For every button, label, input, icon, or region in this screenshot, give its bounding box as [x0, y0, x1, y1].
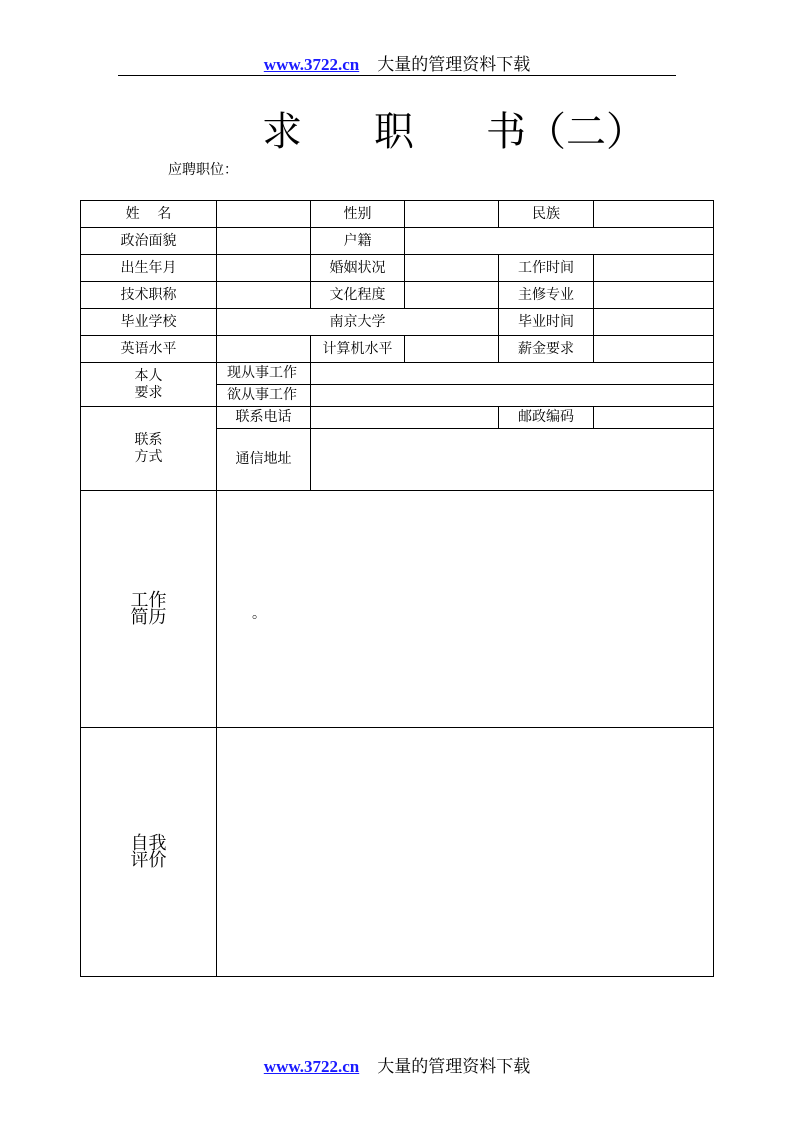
self-eval-line-1: 自我: [130, 833, 167, 854]
address-field[interactable]: [311, 429, 714, 491]
name-field[interactable]: [217, 201, 311, 228]
personal-req-line-1: 本人: [134, 367, 163, 384]
contact-line-1: 联系: [134, 431, 163, 448]
salary-field[interactable]: [594, 336, 714, 363]
school-label: 毕业学校: [81, 309, 217, 336]
gender-field[interactable]: [405, 201, 499, 228]
apply-position-label: 应聘职位：: [168, 162, 238, 178]
postcode-field[interactable]: [594, 407, 714, 429]
education-label: 文化程度: [311, 282, 405, 309]
computer-field[interactable]: [405, 336, 499, 363]
header-tagline: 大量的管理资料下载: [377, 55, 531, 75]
gender-label: 性别: [311, 201, 405, 228]
current-job-label: 现从事工作: [217, 363, 311, 385]
title-char-2: 职: [374, 109, 414, 155]
salary-label: 薪金要求: [499, 336, 594, 363]
grad-time-field[interactable]: [594, 309, 714, 336]
ethnicity-label: 民族: [499, 201, 594, 228]
self-evaluation-label: [81, 728, 217, 977]
desired-job-label: 欲从事工作: [217, 385, 311, 407]
political-label: 政治面貌: [81, 228, 217, 255]
contact-line-2: 方式: [134, 448, 163, 465]
phone-label: 联系电话: [217, 407, 311, 429]
name-label: 姓 名: [81, 201, 217, 228]
computer-label: 计算机水平: [311, 336, 405, 363]
english-label: 英语水平: [81, 336, 217, 363]
major-label: 主修专业: [499, 282, 594, 309]
footer-tagline: 大量的管理资料下载: [377, 1057, 531, 1077]
header-rule: [118, 75, 676, 76]
english-field[interactable]: [217, 336, 311, 363]
contact-method-label: [81, 407, 217, 491]
address-label: 通信地址: [217, 429, 311, 491]
marital-label: 婚姻状况: [311, 255, 405, 282]
tech-title-field[interactable]: [217, 282, 311, 309]
household-label: 户籍: [311, 228, 405, 255]
work-history-label: [81, 491, 217, 728]
tech-title-label: 技术职称: [81, 282, 217, 309]
work-history-line-2: 简历: [130, 607, 167, 628]
personal-requirements-label: [81, 363, 217, 407]
work-history-field[interactable]: [217, 491, 714, 728]
education-field[interactable]: [405, 282, 499, 309]
major-field[interactable]: [594, 282, 714, 309]
grad-time-label: 毕业时间: [499, 309, 594, 336]
desired-job-field[interactable]: [311, 385, 714, 407]
work-history-mark: 。: [252, 606, 266, 622]
personal-req-line-2: 要求: [134, 384, 163, 401]
school-field[interactable]: 南京大学: [217, 309, 499, 336]
marital-field[interactable]: [405, 255, 499, 282]
page-header: [0, 50, 794, 75]
self-evaluation-field[interactable]: [217, 728, 714, 977]
work-time-label: 工作时间: [499, 255, 594, 282]
birth-field[interactable]: [217, 255, 311, 282]
page-footer: [0, 1052, 794, 1077]
work-time-field[interactable]: [594, 255, 714, 282]
birth-label: 出生年月: [81, 255, 217, 282]
postcode-label: 邮政编码: [499, 407, 594, 429]
work-history-line-1: 工作: [130, 590, 167, 611]
phone-field[interactable]: [311, 407, 499, 429]
title-char-3: 书（二）: [486, 109, 646, 155]
political-field[interactable]: [217, 228, 311, 255]
document-title: [262, 100, 646, 157]
header-link[interactable]: www.3722.cn: [263, 55, 360, 74]
current-job-field[interactable]: [311, 363, 714, 385]
title-char-1: 求: [262, 109, 302, 155]
ethnicity-field[interactable]: [594, 201, 714, 228]
footer-link[interactable]: www.3722.cn: [263, 1057, 360, 1076]
resume-form-table: [80, 200, 714, 977]
self-eval-line-2: 评价: [130, 850, 167, 871]
household-field[interactable]: [405, 228, 714, 255]
